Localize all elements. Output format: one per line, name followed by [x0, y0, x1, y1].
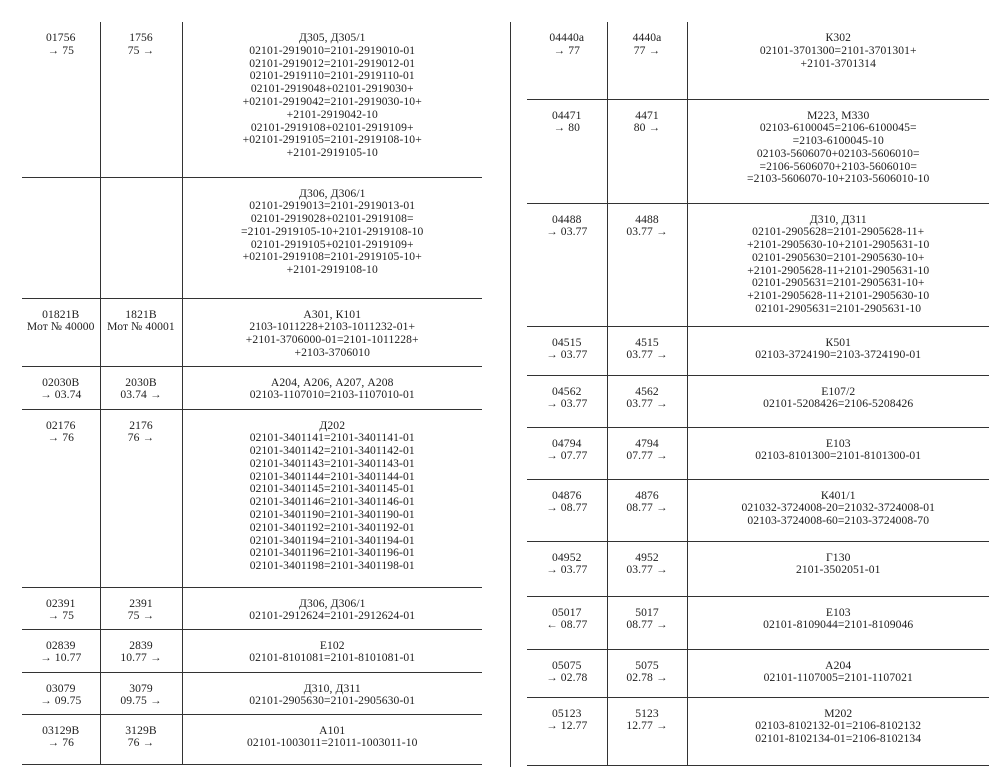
new-number-cell: 4794 07.77 →	[607, 427, 687, 479]
old-number-cell: 04794 → 07.77	[527, 427, 607, 479]
table-row	[22, 298, 482, 366]
old-number-cell: 04876 → 08.77	[527, 479, 607, 541]
part-description-cell: А101 02101-1003011=21011-1003011-10	[182, 714, 482, 764]
new-number-cell: 4515 03.77 →	[607, 326, 687, 375]
old-number-cell: 01756 → 75	[22, 22, 100, 177]
new-number-cell: 5075 02.78 →	[607, 649, 687, 697]
part-description-cell: Д310, Д311 02101-2905628=2101-2905628-11+ +2101-2905630-10+2101-2905631-10 02101-2905630=2101-2905630-10+ +2101-2905628-11+2101-2905631-10 02101-2905631=2101-2905631-10+ +2101-2905628-11+2101-2905630-10 02101-2905631=2101-2905631-10	[687, 203, 989, 326]
old-number-cell: 02176 → 76	[22, 409, 100, 587]
new-number-cell: 2391 75 →	[100, 587, 182, 629]
part-description-cell: К401/1 021032-3724008-20=21032-3724008-01 02103-3724008-60=2103-3724008-70	[687, 479, 989, 541]
new-number-cell: 5123 12.77 →	[607, 697, 687, 765]
new-number-cell: 1756 75 →	[100, 22, 182, 177]
old-number-cell: 02391 → 75	[22, 587, 100, 629]
new-number-cell: 4876 08.77 →	[607, 479, 687, 541]
part-description-cell: Е103 02103-8101300=2101-8101300-01	[687, 427, 989, 479]
table-row	[527, 649, 989, 697]
table-row	[22, 629, 482, 672]
part-description-cell: Д305, Д305/1 02101-2919010=2101-2919010-01 02101-2919012=2101-2919012-01 02101-2919110=2101-2919110-01 02101-2919048+02101-2919030+ +02101-2919042=2101-2919030-10+ +2101-2919042-10 02101-2919108+02101-2919109+ +02101-2919105=2101-2919108-10+ +2101-2919105-10	[182, 22, 482, 177]
new-number-cell: 3129B 76 →	[100, 714, 182, 764]
part-description-cell: Е107/2 02101-5208426=2106-5208426	[687, 375, 989, 427]
new-number-cell: 4562 03.77 →	[607, 375, 687, 427]
table-row	[22, 409, 482, 587]
new-number-cell: 4471 80 →	[607, 99, 687, 203]
part-description-cell: Д310, Д311 02101-2905630=2101-2905630-01	[182, 672, 482, 714]
table-row	[527, 203, 989, 326]
old-number-cell: 05017 ← 08.77	[527, 596, 607, 649]
old-number-cell: 04952 → 03.77	[527, 541, 607, 596]
old-number-cell: 05123 → 12.77	[527, 697, 607, 765]
table-row	[527, 541, 989, 596]
part-description-cell: Д306, Д306/1 02101-2912624=2101-2912624-01	[182, 587, 482, 629]
part-description-cell: М202 02103-8102132-01=2106-8102132 02101-8102134-01=2106-8102134	[687, 697, 989, 765]
table-row	[527, 99, 989, 203]
new-number-cell: 5017 08.77 →	[607, 596, 687, 649]
table-row	[527, 326, 989, 375]
table-row	[527, 697, 989, 765]
part-description-cell: М223, М330 02103-6100045=2106-6100045= =2103-6100045-10 02103-5606070+02103-5606010= =2106-5606070+2103-5606010= =2103-5606070-10+2103-5606010-10	[687, 99, 989, 203]
table-row	[527, 22, 989, 99]
part-description-cell: Д202 02101-3401141=2101-3401141-01 02101-3401142=2101-3401142-01 02101-3401143=2101-3401143-01 02101-3401144=2101-3401144-01 02101-3401145=2101-3401145-01 02101-3401146=2101-3401146-01 02101-3401190=2101-3401190-01 02101-3401192=2101-3401192-01 02101-3401194=2101-3401194-01 02101-3401196=2101-3401196-01 02101-3401198=2101-3401198-01	[182, 409, 482, 587]
table-row	[22, 587, 482, 629]
column-divider	[510, 22, 511, 767]
part-description-cell: Д306, Д306/1 02101-2919013=2101-2919013-01 02101-2919028+02101-2919108= =2101-2919105-10+2101-2919108-10 02101-2919105+02101-2919109+ +02101-2919108=2101-2919105-10+ +2101-2919108-10	[182, 177, 482, 298]
table-row	[22, 672, 482, 714]
table-row	[527, 596, 989, 649]
new-number-cell: 2839 10.77 →	[100, 629, 182, 672]
old-number-cell: 02839 → 10.77	[22, 629, 100, 672]
new-number-cell: 2030B 03.74 →	[100, 366, 182, 409]
new-number-cell: 4488 03.77 →	[607, 203, 687, 326]
part-description-cell: А204, А206, А207, А208 02103-1107010=2103-1107010-01	[182, 366, 482, 409]
part-description-cell: Г130 2101-3502051-01	[687, 541, 989, 596]
new-number-cell: 4440a 77 →	[607, 22, 687, 99]
table-row	[22, 22, 482, 177]
old-number-cell: 02030B → 03.74	[22, 366, 100, 409]
new-number-cell: 4952 03.77 →	[607, 541, 687, 596]
new-number-cell: 3079 09.75 →	[100, 672, 182, 714]
table-row	[527, 479, 989, 541]
old-number-cell: 03129B → 76	[22, 714, 100, 764]
right-parts-table	[527, 22, 989, 766]
part-description-cell: К302 02101-3701300=2101-3701301+ +2101-3701314	[687, 22, 989, 99]
part-description-cell: Е103 02101-8109044=2101-8109046	[687, 596, 989, 649]
old-number-cell: 05075 → 02.78	[527, 649, 607, 697]
part-description-cell: А204 02101-1107005=2101-1107021	[687, 649, 989, 697]
old-number-cell: 04562 → 03.77	[527, 375, 607, 427]
old-number-cell: 04471 → 80	[527, 99, 607, 203]
table-row	[527, 375, 989, 427]
part-description-cell: А301, К101 2103-1011228+2103-1011232-01+ +2101-3706000-01=2101-1011228+ +2103-3706010	[182, 298, 482, 366]
new-number-cell	[100, 177, 182, 298]
new-number-cell: 1821B Мот № 40001	[100, 298, 182, 366]
table-row	[22, 177, 482, 298]
new-number-cell: 2176 76 →	[100, 409, 182, 587]
part-description-cell: К501 02103-3724190=2103-3724190-01	[687, 326, 989, 375]
table-row	[527, 427, 989, 479]
table-row	[22, 714, 482, 764]
old-number-cell: 04488 → 03.77	[527, 203, 607, 326]
part-description-cell: Е102 02101-8101081=2101-8101081-01	[182, 629, 482, 672]
old-number-cell: 04515 → 03.77	[527, 326, 607, 375]
old-number-cell: 03079 → 09.75	[22, 672, 100, 714]
left-parts-table	[22, 22, 482, 765]
old-number-cell	[22, 177, 100, 298]
table-row	[22, 366, 482, 409]
old-number-cell: 01821B Мот № 40000	[22, 298, 100, 366]
old-number-cell: 04440a → 77	[527, 22, 607, 99]
